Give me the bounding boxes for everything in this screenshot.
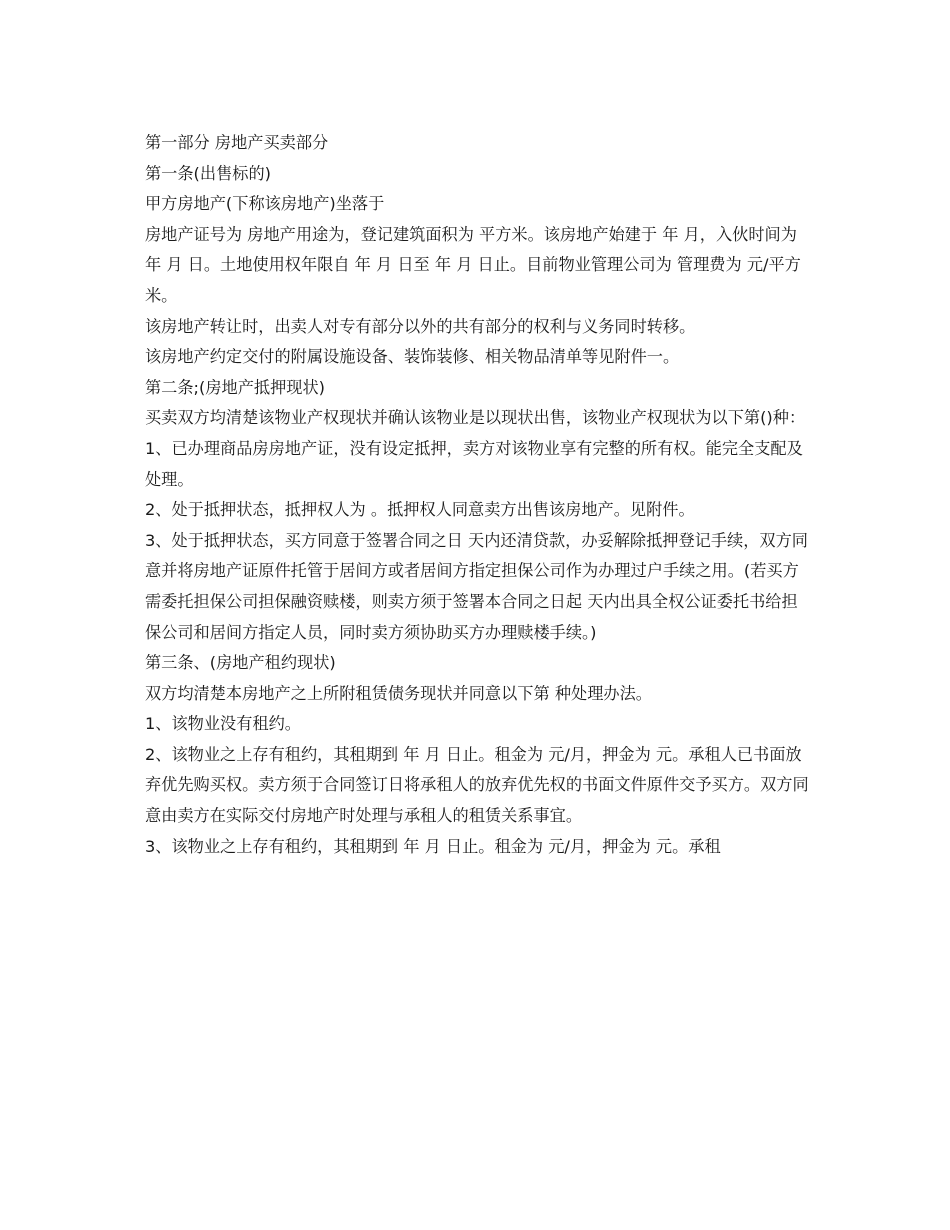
paragraph: 甲方房地产(下称该房地产)坐落于 <box>145 194 385 214</box>
paragraph: 双方均清楚本房地产之上所附租赁债务现状并同意以下第 种处理办法。 <box>145 683 652 703</box>
article-heading: 第三条、(房地产租约现状) <box>145 653 336 673</box>
paragraph: 该房地产约定交付的附属设施设备、装饰装修、相关物品清单等见附件一。 <box>145 347 680 367</box>
section-heading: 第一部分 房地产买卖部分 <box>145 133 329 152</box>
list-item: 2、处于抵押状态，抵押权人为 。抵押权人同意卖方出售该房地产。见附件。 <box>145 500 695 520</box>
list-item: 3、该物业之上存有租约，其租期到 年 月 日止。租金为 元/月，押金为 元。承租 <box>145 836 721 856</box>
document-body <box>145 128 813 862</box>
list-item: 2、该物业之上存有租约，其租期到 年 月 日止。租金为 元/月，押金为 元。承租人已书面放弃优先购买权。卖方须于合同签订日将承租人的放弃优先权的书面文件原件交予买方。双方同意由卖方在实际交付房地产时处理与承租人的租赁关系事宜。 <box>145 744 809 826</box>
list-item: 3、处于抵押状态，买方同意于签署合同之日 天内还清贷款，办妥解除抵押登记手续，双方同意并将房地产证原件托管于居间方或者居间方指定担保公司作为办理过户手续之用。(若买方需委托担保公司担保融资赎楼，则卖方须于签署本合同之日起 天内出具全权公证委托书给担保公司和居间方指定人员，同时卖方须协助买方办理赎楼手续。) <box>145 530 808 642</box>
list-item: 1、已办理商品房房地产证，没有设定抵押，卖方对该物业享有完整的所有权。能完全支配及处理。 <box>145 438 803 489</box>
list-item: 1、该物业没有租约。 <box>145 714 301 734</box>
paragraph: 该房地产转让时，出卖人对专有部分以外的共有部分的权利与义务同时转移。 <box>145 316 696 336</box>
paragraph: 买卖双方均清楚该物业产权现状并确认该物业是以现状出售，该物业产权现状为以下第()种： <box>145 408 806 428</box>
article-heading: 第二条;(房地产抵押现状) <box>145 377 325 397</box>
article-heading: 第一条(出售标的) <box>145 163 271 183</box>
paragraph: 房地产证号为 房地产用途为，登记建筑面积为 平方米。该房地产始建于 年 月，入伙时间为 年 月 日。土地使用权年限自 年 月 日至 年 月 日止。目前物业管理公司为 管理费为 元/平方米。 <box>145 224 801 305</box>
